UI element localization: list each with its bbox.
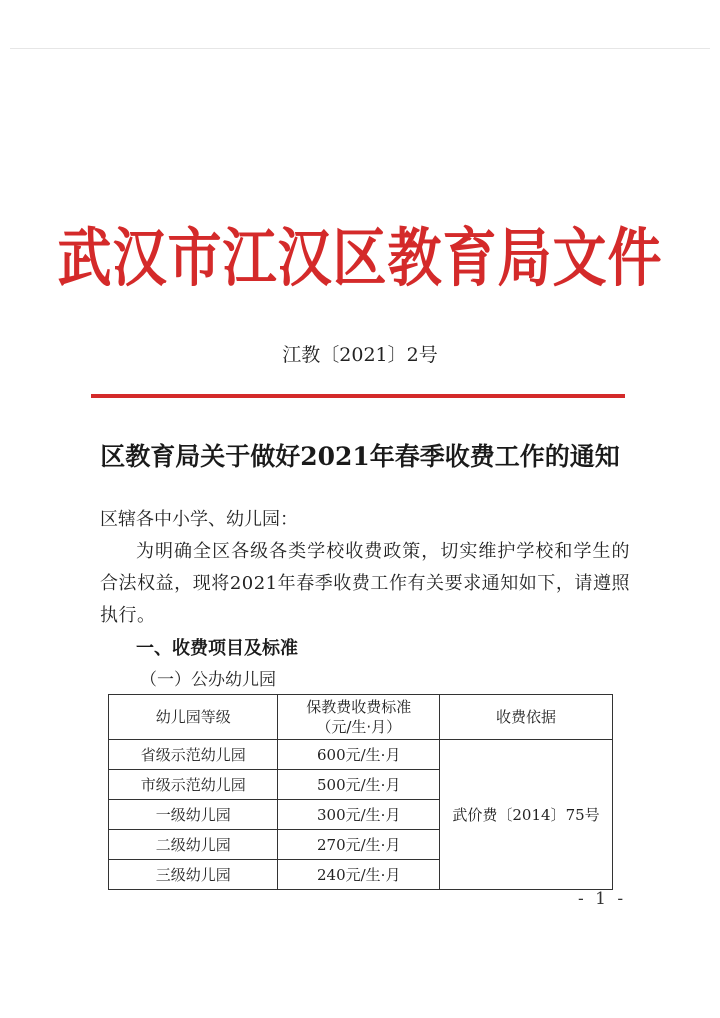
cell-fee: 240元/生·月 — [278, 860, 440, 890]
header-fee — [278, 695, 440, 740]
table-header-row — [109, 695, 613, 740]
cell-fee: 500元/生·月 — [278, 770, 440, 800]
table-row — [109, 740, 613, 770]
issuing-authority-header: 武汉市江汉区教育局文件 — [57, 220, 663, 296]
header-level: 幼儿园等级 — [109, 695, 278, 740]
cell-fee: 600元/生·月 — [278, 740, 440, 770]
cell-level: 三级幼儿园 — [109, 860, 278, 890]
section-heading: 一、收费项目及标准 — [136, 638, 298, 659]
top-edge-line — [10, 48, 710, 49]
fee-standards-table — [108, 694, 613, 890]
cell-level: 一级幼儿园 — [109, 800, 278, 830]
red-separator-line — [91, 394, 625, 398]
cell-level: 省级示范幼儿园 — [109, 740, 278, 770]
page-number: - 1 - — [578, 889, 627, 909]
cell-level: 市级示范幼儿园 — [109, 770, 278, 800]
document-number: 江教〔2021〕2号 — [282, 344, 438, 366]
notice-title: 区教育局关于做好2021年春季收费工作的通知 — [100, 442, 620, 471]
salutation: 区辖各中小学、幼儿园： — [100, 509, 298, 530]
header-fee-line1: 保教费收费标准 — [306, 698, 412, 716]
subsection-heading: （一）公办幼儿园 — [140, 670, 276, 690]
body-paragraph: 为明确全区各级各类学校收费政策，切实维护学校和学生的合法权益，现将2021年春季收费工作有关要求通知如下，请遵照执行。 — [100, 541, 630, 626]
cell-fee: 270元/生·月 — [278, 830, 440, 860]
cell-level: 二级幼儿园 — [109, 830, 278, 860]
cell-fee: 300元/生·月 — [278, 800, 440, 830]
header-fee-line2: （元/生·月） — [316, 718, 402, 736]
header-basis: 收费依据 — [440, 695, 613, 740]
cell-basis: 武价费〔2014〕75号 — [440, 740, 613, 890]
